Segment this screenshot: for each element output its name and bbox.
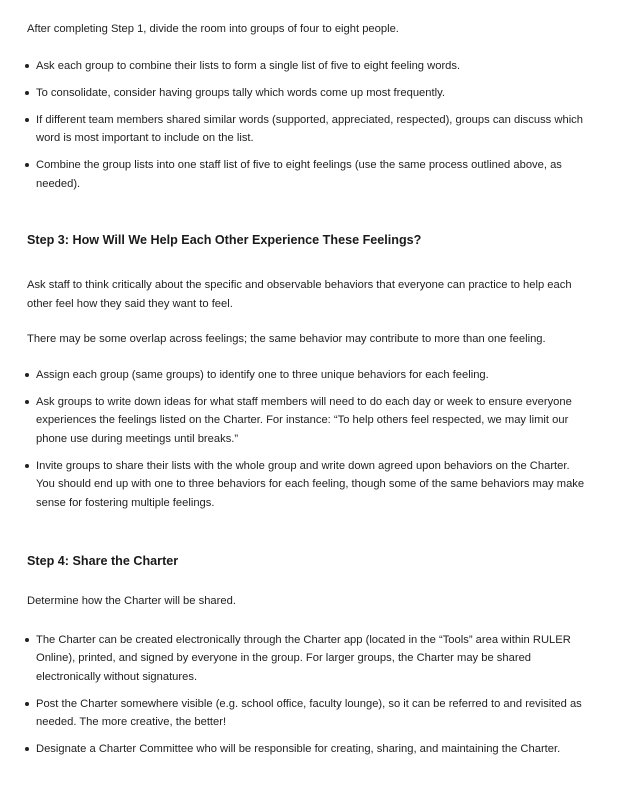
- step1-follow-up-list: [27, 57, 588, 194]
- list-item: Combine the group lists into one staff list of five to eight feelings (use the same process outlined above, as needed).: [27, 156, 588, 193]
- step4-list: [27, 631, 588, 759]
- list-item: Invite groups to share their lists with the whole group and write down agreed upon behaviors on the Charter. You should end up with one to three behaviors for each feeling, though some of the same behaviors may make sense for fostering multiple feelings.: [27, 457, 588, 513]
- step4-paragraph: Determine how the Charter will be shared.: [27, 595, 236, 607]
- list-item: Designate a Charter Committee who will be responsible for creating, sharing, and maintaining the Charter.: [27, 740, 588, 759]
- list-item: The Charter can be created electronically through the Charter app (located in the “Tools” area within RULER Online), printed, and signed by everyone in the group. For larger groups, the Charter may be shared electronically without signatures.: [27, 631, 588, 687]
- list-item: Ask groups to write down ideas for what staff members will need to do each day or week to ensure everyone experiences the feelings listed on the Charter. For instance: “To help others feel respected, we may limit our phone use during meetings until breaks.”: [27, 393, 588, 449]
- list-item: Ask each group to combine their lists to form a single list of five to eight feeling words.: [27, 57, 588, 76]
- step3-heading: Step 3: How Will We Help Each Other Experience These Feelings?: [27, 233, 422, 247]
- list-item: If different team members shared similar words (supported, appreciated, respected), groups can discuss which word is most important to include on the list.: [27, 111, 588, 148]
- list-item: Post the Charter somewhere visible (e.g. school office, faculty lounge), so it can be referred to and revisited as needed. The more creative, the better!: [27, 695, 588, 732]
- intro-paragraph: After completing Step 1, divide the room into groups of four to eight people.: [27, 23, 399, 35]
- list-item: Assign each group (same groups) to identify one to three unique behaviors for each feeling.: [27, 366, 588, 385]
- step4-heading: Step 4: Share the Charter: [27, 554, 179, 568]
- step3-list: [27, 366, 588, 513]
- step3-paragraph-2: There may be some overlap across feelings; the same behavior may contribute to more than one feeling.: [27, 333, 546, 345]
- list-item: To consolidate, consider having groups tally which words come up most frequently.: [27, 84, 588, 103]
- step3-paragraph-1: Ask staff to think critically about the specific and observable behaviors that everyone can practice to help each other feel how they said they want to feel.: [27, 279, 572, 310]
